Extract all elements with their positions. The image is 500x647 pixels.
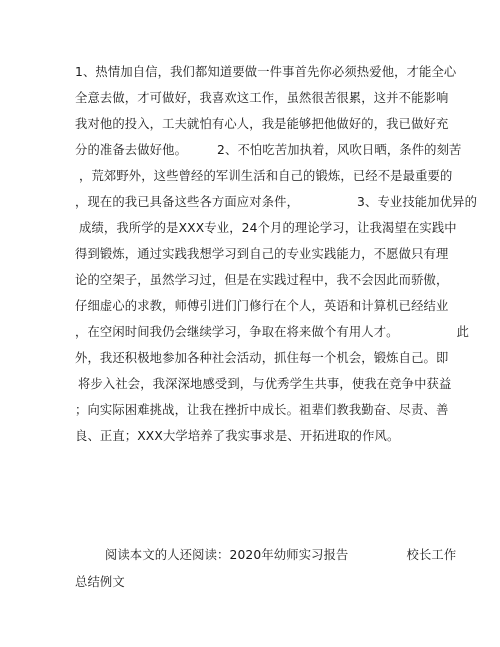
paragraph-line: [75, 322, 470, 342]
paragraph-line: 我对他的投入，工夫就怕有心人，我是能够把他做好的，我已做好充: [75, 117, 449, 131]
related-link-continued[interactable]: 总结例文: [75, 575, 125, 589]
paragraph-line: 1、热情加自信，我们都知道要做一件事首先你必须热爱他，才能全心: [75, 65, 457, 79]
paragraph-line: 论的空架子，虽然学习过，但是在实践过程中，我不会因此而骄傲，: [75, 273, 449, 287]
paragraph-line: 得到锻炼，通过实践我想学习到自己的专业实践能力，不愿做只有理: [75, 247, 449, 261]
paragraph-text: 3、专业技能加优异的: [357, 195, 478, 209]
paragraph-line: 仔细虚心的求教，师傅引进们门修行在个人，英语和计算机已经结业: [75, 299, 449, 313]
paragraph-text: 2、不怕吃苦加执着，风吹日晒，条件的刻苦: [217, 143, 462, 157]
related-reading: [105, 545, 465, 565]
paragraph-line: 良、正直；XXX大学培养了我实事求是、开拓进取的作风。: [75, 429, 400, 443]
paragraph-text: 分的准备去做好他。: [75, 143, 188, 157]
related-link[interactable]: 校长工作: [406, 548, 457, 562]
paragraph-line: [75, 140, 462, 160]
paragraph-line: 全意去做，才可做好，我喜欢这工作，虽然很苦很累，这并不能影响: [75, 91, 449, 105]
paragraph-line: 成绩，我所学的是XXX专业，24个月的理论学习，让我渴望在实践中: [79, 221, 457, 235]
paragraph-line: 将步入社会，我深深地感受到，与优秀学生共事，使我在竞争中获益: [78, 377, 452, 391]
paragraph-text: 此: [456, 325, 470, 339]
paragraph-text: ，现在的我已具备这些各方面应对条件，: [75, 195, 300, 209]
paragraph-line: [75, 192, 478, 212]
paragraph-line: ；向实际困难挑战，让我在挫折中成长。祖辈们教我勤奋、尽责、善: [75, 403, 449, 417]
paragraph-text: ，在空闲时间我仍会继续学习，争取在将来做个有用人才。: [75, 325, 399, 339]
paragraph-line: ，荒郊野外，这些曾经的军训生活和自己的锻炼，已经不是最重要的: [79, 169, 453, 183]
related-reading-prefix: 阅读本文的人还阅读：: [105, 548, 230, 562]
related-link[interactable]: 2020年幼师实习报告: [229, 548, 349, 562]
paragraph-line: 外，我还积极地参加各种社会活动，抓住每一个机会，锻炼自己。即: [75, 351, 449, 365]
